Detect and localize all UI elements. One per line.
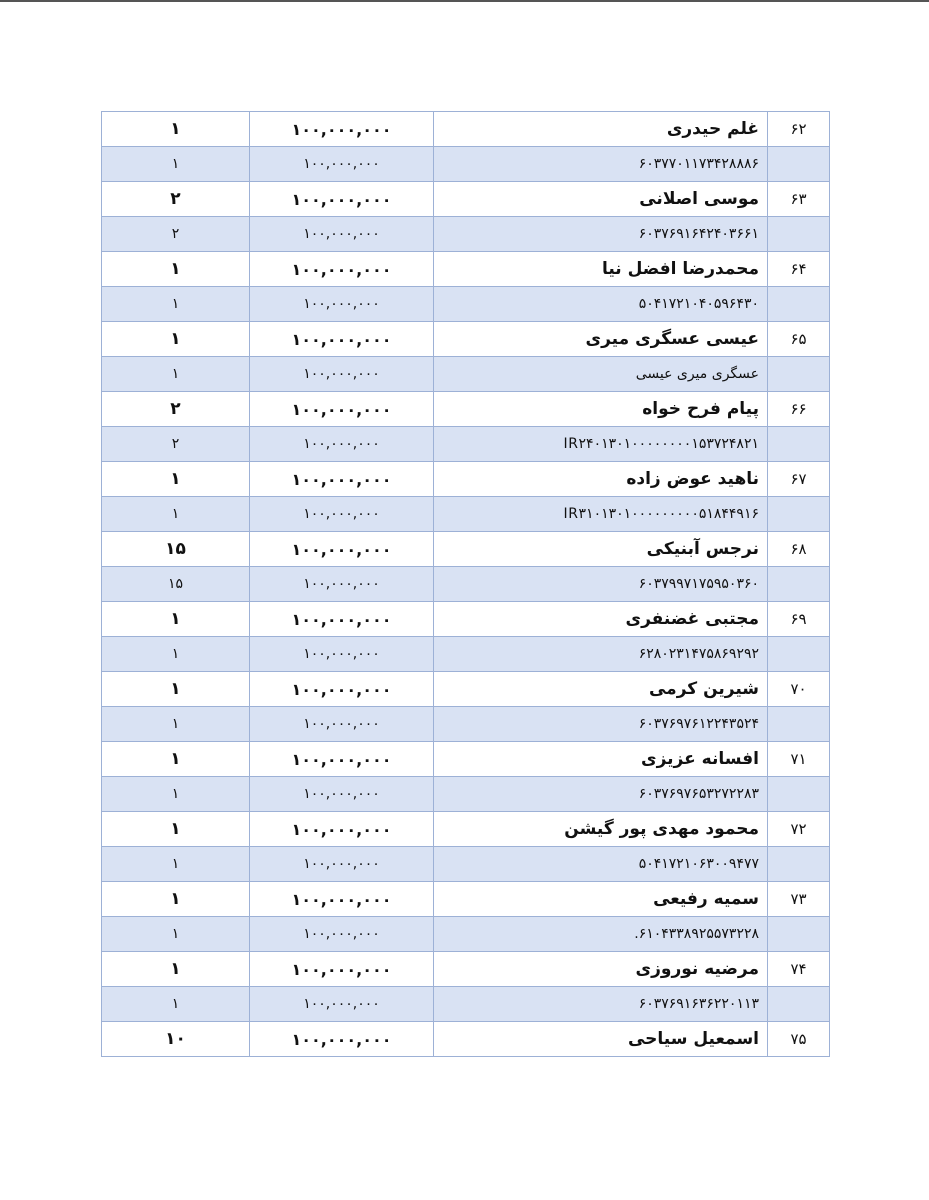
empty-cell	[768, 777, 830, 812]
table-row	[102, 252, 830, 287]
table-row	[102, 812, 830, 847]
row-number-cell: ۶۵	[768, 322, 830, 357]
account-cell: ۶۰۳۷۶۹۱۶۳۶۲۲۰۱۱۳	[434, 987, 768, 1022]
sub-count-cell: ۱	[102, 777, 250, 812]
amount-cell: ۱۰۰,۰۰۰,۰۰۰	[250, 532, 434, 567]
row-number-cell: ۶۹	[768, 602, 830, 637]
payments-table	[101, 111, 830, 1057]
amount-cell: ۱۰۰,۰۰۰,۰۰۰	[250, 322, 434, 357]
amount-cell: ۱۰۰,۰۰۰,۰۰۰	[250, 462, 434, 497]
table-row	[102, 322, 830, 357]
amount-cell: ۱۰۰,۰۰۰,۰۰۰	[250, 952, 434, 987]
sub-amount-cell: ۱۰۰,۰۰۰,۰۰۰	[250, 847, 434, 882]
account-cell: عسگری میری عیسی	[434, 357, 768, 392]
sub-count-cell: ۱	[102, 847, 250, 882]
count-cell: ۱۵	[102, 532, 250, 567]
row-number-cell: ۶۷	[768, 462, 830, 497]
table-row	[102, 532, 830, 567]
row-number-cell: ۷۰	[768, 672, 830, 707]
empty-cell	[768, 707, 830, 742]
table-subrow	[102, 707, 830, 742]
count-cell: ۱	[102, 602, 250, 637]
name-cell: اسمعیل سیاحی	[434, 1022, 768, 1057]
row-number-cell: ۶۲	[768, 112, 830, 147]
empty-cell	[768, 987, 830, 1022]
sub-amount-cell: ۱۰۰,۰۰۰,۰۰۰	[250, 497, 434, 532]
name-cell: شیرین کرمی	[434, 672, 768, 707]
sub-amount-cell: ۱۰۰,۰۰۰,۰۰۰	[250, 637, 434, 672]
table-row	[102, 602, 830, 637]
account-cell: ۶۲۸۰۲۳۱۴۷۵۸۶۹۲۹۲	[434, 637, 768, 672]
payments-table-body	[102, 112, 830, 1057]
row-number-cell: ۶۴	[768, 252, 830, 287]
table-row	[102, 182, 830, 217]
name-cell: نرجس آبنیکی	[434, 532, 768, 567]
amount-cell: ۱۰۰,۰۰۰,۰۰۰	[250, 602, 434, 637]
table-row	[102, 392, 830, 427]
sub-amount-cell: ۱۰۰,۰۰۰,۰۰۰	[250, 357, 434, 392]
count-cell: ۱	[102, 882, 250, 917]
sub-count-cell: ۱	[102, 497, 250, 532]
name-cell: موسی اصلانی	[434, 182, 768, 217]
count-cell: ۱	[102, 462, 250, 497]
name-cell: ناهید عوض زاده	[434, 462, 768, 497]
empty-cell	[768, 287, 830, 322]
table-subrow	[102, 987, 830, 1022]
row-number-cell: ۶۶	[768, 392, 830, 427]
empty-cell	[768, 427, 830, 462]
name-cell: مجتبی غضنفری	[434, 602, 768, 637]
count-cell: ۱	[102, 252, 250, 287]
account-cell: ۶۰۳۷۷۰۱۱۷۳۴۲۸۸۸۶	[434, 147, 768, 182]
empty-cell	[768, 497, 830, 532]
empty-cell	[768, 567, 830, 602]
name-cell: محمود مهدی پور گیشن	[434, 812, 768, 847]
sub-count-cell: ۱۵	[102, 567, 250, 602]
account-cell: IR۳۱۰۱۳۰۱۰۰۰۰۰۰۰۰۰۵۱۸۴۴۹۱۶	[434, 497, 768, 532]
table-subrow	[102, 637, 830, 672]
amount-cell: ۱۰۰,۰۰۰,۰۰۰	[250, 812, 434, 847]
sub-count-cell: ۱	[102, 987, 250, 1022]
empty-cell	[768, 357, 830, 392]
name-cell: پیام فرح خواه	[434, 392, 768, 427]
row-number-cell: ۷۴	[768, 952, 830, 987]
row-number-cell: ۷۱	[768, 742, 830, 777]
account-cell: ۶۰۳۷۶۹۱۶۴۲۴۰۳۶۶۱	[434, 217, 768, 252]
amount-cell: ۱۰۰,۰۰۰,۰۰۰	[250, 182, 434, 217]
table-subrow	[102, 287, 830, 322]
amount-cell: ۱۰۰,۰۰۰,۰۰۰	[250, 672, 434, 707]
account-cell: ۵۰۴۱۷۲۱۰۶۳۰۰۹۴۷۷	[434, 847, 768, 882]
sub-count-cell: ۱	[102, 357, 250, 392]
sub-count-cell: ۱	[102, 917, 250, 952]
table-row	[102, 112, 830, 147]
row-number-cell: ۷۵	[768, 1022, 830, 1057]
row-number-cell: ۶۸	[768, 532, 830, 567]
table-subrow	[102, 777, 830, 812]
account-cell: IR۲۴۰۱۳۰۱۰۰۰۰۰۰۰۰۱۵۳۷۲۴۸۲۱	[434, 427, 768, 462]
amount-cell: ۱۰۰,۰۰۰,۰۰۰	[250, 252, 434, 287]
table-subrow	[102, 567, 830, 602]
count-cell: ۱۰	[102, 1022, 250, 1057]
name-cell: سمیه رفیعی	[434, 882, 768, 917]
top-rule	[0, 0, 929, 2]
account-cell: ۶۰۳۷۶۹۷۶۱۲۲۴۳۵۲۴	[434, 707, 768, 742]
empty-cell	[768, 917, 830, 952]
empty-cell	[768, 147, 830, 182]
sub-count-cell: ۲	[102, 217, 250, 252]
table-subrow	[102, 917, 830, 952]
account-cell: ۵۰۴۱۷۲۱۰۴۰۵۹۶۴۳۰	[434, 287, 768, 322]
count-cell: ۱	[102, 812, 250, 847]
table-row	[102, 672, 830, 707]
count-cell: ۱	[102, 112, 250, 147]
table-subrow	[102, 847, 830, 882]
amount-cell: ۱۰۰,۰۰۰,۰۰۰	[250, 742, 434, 777]
table-subrow	[102, 217, 830, 252]
name-cell: عیسی عسگری میری	[434, 322, 768, 357]
count-cell: ۱	[102, 672, 250, 707]
account-cell: ۶۰۳۷۹۹۷۱۷۵۹۵۰۳۶۰	[434, 567, 768, 602]
sub-amount-cell: ۱۰۰,۰۰۰,۰۰۰	[250, 287, 434, 322]
table-subrow	[102, 357, 830, 392]
sub-amount-cell: ۱۰۰,۰۰۰,۰۰۰	[250, 147, 434, 182]
amount-cell: ۱۰۰,۰۰۰,۰۰۰	[250, 882, 434, 917]
table-row	[102, 1022, 830, 1057]
sub-count-cell: ۲	[102, 427, 250, 462]
table-subrow	[102, 427, 830, 462]
row-number-cell: ۶۳	[768, 182, 830, 217]
row-number-cell: ۷۳	[768, 882, 830, 917]
name-cell: غلم حیدری	[434, 112, 768, 147]
amount-cell: ۱۰۰,۰۰۰,۰۰۰	[250, 1022, 434, 1057]
sub-count-cell: ۱	[102, 637, 250, 672]
table-row	[102, 882, 830, 917]
sub-amount-cell: ۱۰۰,۰۰۰,۰۰۰	[250, 917, 434, 952]
sub-amount-cell: ۱۰۰,۰۰۰,۰۰۰	[250, 567, 434, 602]
empty-cell	[768, 217, 830, 252]
table-row	[102, 952, 830, 987]
count-cell: ۲	[102, 392, 250, 427]
count-cell: ۱	[102, 952, 250, 987]
empty-cell	[768, 847, 830, 882]
amount-cell: ۱۰۰,۰۰۰,۰۰۰	[250, 392, 434, 427]
count-cell: ۲	[102, 182, 250, 217]
table-subrow	[102, 147, 830, 182]
amount-cell: ۱۰۰,۰۰۰,۰۰۰	[250, 112, 434, 147]
name-cell: محمدرضا افضل نیا	[434, 252, 768, 287]
sub-count-cell: ۱	[102, 707, 250, 742]
account-cell: ۶۰۳۷۶۹۷۶۵۳۲۷۲۲۸۳	[434, 777, 768, 812]
count-cell: ۱	[102, 742, 250, 777]
row-number-cell: ۷۲	[768, 812, 830, 847]
table-row	[102, 462, 830, 497]
name-cell: مرضیه نوروزی	[434, 952, 768, 987]
sub-amount-cell: ۱۰۰,۰۰۰,۰۰۰	[250, 777, 434, 812]
sub-count-cell: ۱	[102, 147, 250, 182]
sub-count-cell: ۱	[102, 287, 250, 322]
account-cell: ۶۱۰۴۳۳۸۹۲۵۵۷۳۲۲۸.	[434, 917, 768, 952]
name-cell: افسانه عزیزی	[434, 742, 768, 777]
sub-amount-cell: ۱۰۰,۰۰۰,۰۰۰	[250, 707, 434, 742]
count-cell: ۱	[102, 322, 250, 357]
empty-cell	[768, 637, 830, 672]
sub-amount-cell: ۱۰۰,۰۰۰,۰۰۰	[250, 987, 434, 1022]
sub-amount-cell: ۱۰۰,۰۰۰,۰۰۰	[250, 427, 434, 462]
sub-amount-cell: ۱۰۰,۰۰۰,۰۰۰	[250, 217, 434, 252]
table-subrow	[102, 497, 830, 532]
table-row	[102, 742, 830, 777]
